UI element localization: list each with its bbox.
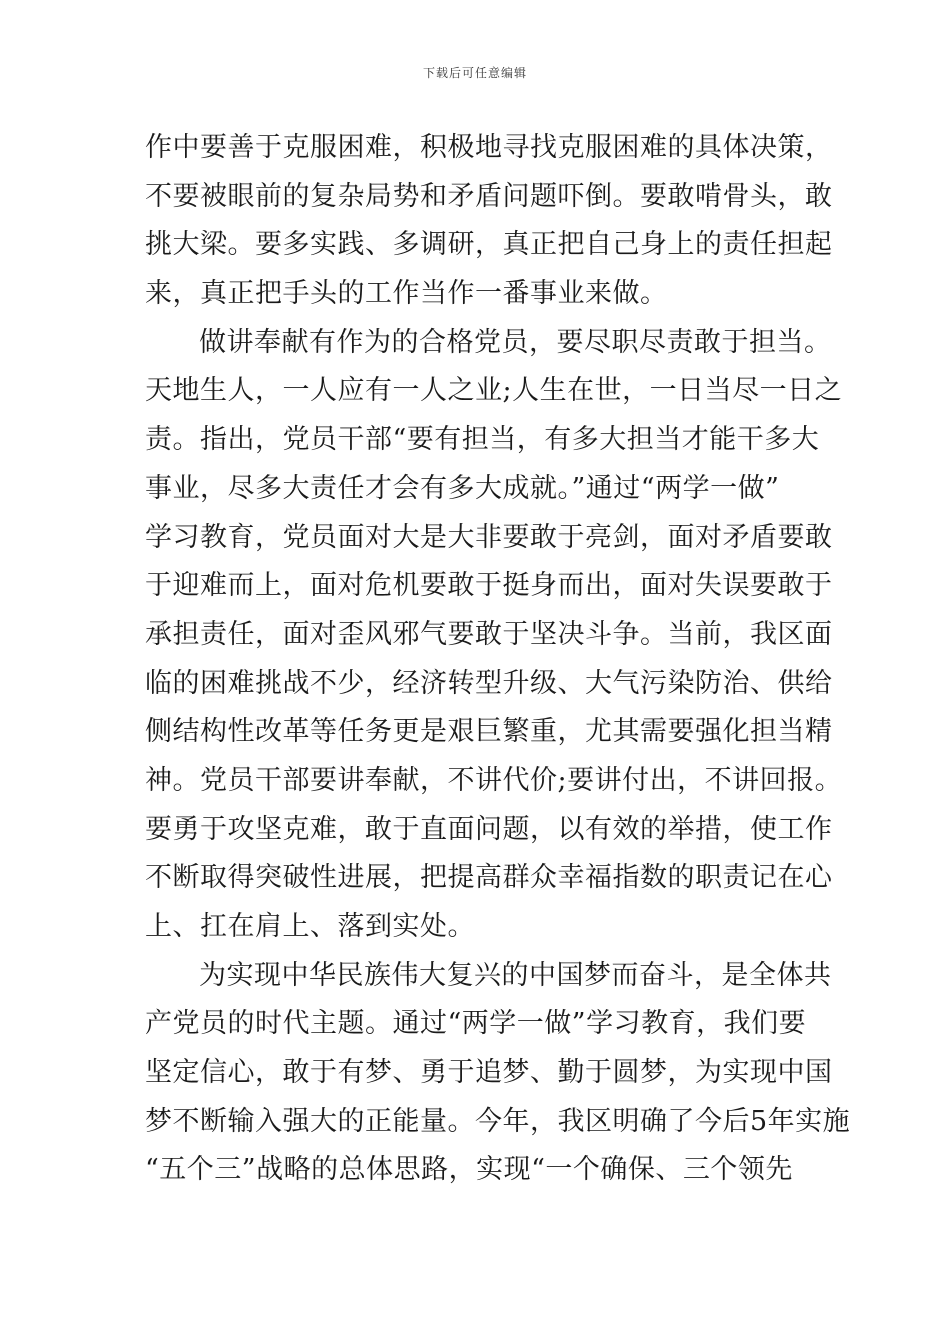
- paragraph-2-line-7: 承担责任，面对歪风邪气要敢于坚决斗争。当前，我区面: [145, 618, 833, 650]
- paragraph-2-line-4: 事业，尽多大责任才会有多大成就。”通过“两学一做”: [145, 472, 780, 504]
- page-header: 下载后可任意编辑: [422, 66, 527, 80]
- paragraph-3-line-2: 产党员的时代主题。通过“两学一做”学习教育，我们要: [145, 1008, 807, 1040]
- paragraph-1-line-2: 不要被眼前的复杂局势和矛盾问题吓倒。要敢啃骨头，敢: [145, 180, 833, 212]
- paragraph-2-line-1: 做讲奉献有作为的合格党员，要尽职尽责敢于担当。: [199, 326, 832, 358]
- paragraph-3-line-5: “五个三”战略的总体思路，实现“一个确保、三个领先: [145, 1154, 793, 1186]
- paragraph-2-line-12: 不断取得突破性进展，把提高群众幸福指数的职责记在心: [145, 862, 833, 894]
- document-body: [145, 124, 851, 1195]
- paragraph-2-line-2: 天地生人，一人应有一人之业;人生在世，一日当尽一日之: [145, 375, 843, 407]
- paragraph-1-line-1: 作中要善于克服困难，积极地寻找克服困难的具体决策，: [145, 132, 833, 163]
- paragraph-1-line-4: 来，真正把手头的工作当作一番事业来做。: [145, 278, 668, 310]
- paragraph-3-line-1: 为实现中华民族伟大复兴的中国梦而奋斗，是全体共: [199, 959, 832, 991]
- paragraph-2-line-13: 上、扛在肩上、落到实处。: [145, 911, 475, 942]
- paragraph-2-line-11: 要勇于攻坚克难，敢于直面问题，以有效的举措，使工作: [145, 813, 833, 845]
- paragraph-2-line-9: 侧结构性改革等任务更是艰巨繁重，尤其需要强化担当精: [145, 716, 833, 748]
- paragraph-2-line-10: 神。党员干部要讲奉献，不讲代价;要讲付出，不讲回报。: [145, 764, 843, 796]
- paragraph-2-line-5: 学习教育，党员面对大是大非要敢于亮剑，面对矛盾要敢: [145, 521, 833, 553]
- paragraph-3-line-3: 坚定信心，敢于有梦、勇于追梦、勤于圆梦，为实现中国: [145, 1057, 833, 1089]
- paragraph-2-line-6: 于迎难而上，面对危机要敢于挺身而出，面对失误要敢于: [145, 570, 833, 602]
- paragraph-3-line-4: 梦不断输入强大的正能量。今年，我区明确了今后5年实施: [145, 1105, 851, 1137]
- paragraph-2-line-3: 责。指出，党员干部“要有担当，有多大担当才能干多大: [145, 424, 820, 456]
- paragraph-2-line-8: 临的困难挑战不少，经济转型升级、大气污染防治、供给: [145, 667, 833, 699]
- paragraph-1-line-3: 挑大梁。要多实践、多调研，真正把自己身上的责任担起: [145, 229, 833, 261]
